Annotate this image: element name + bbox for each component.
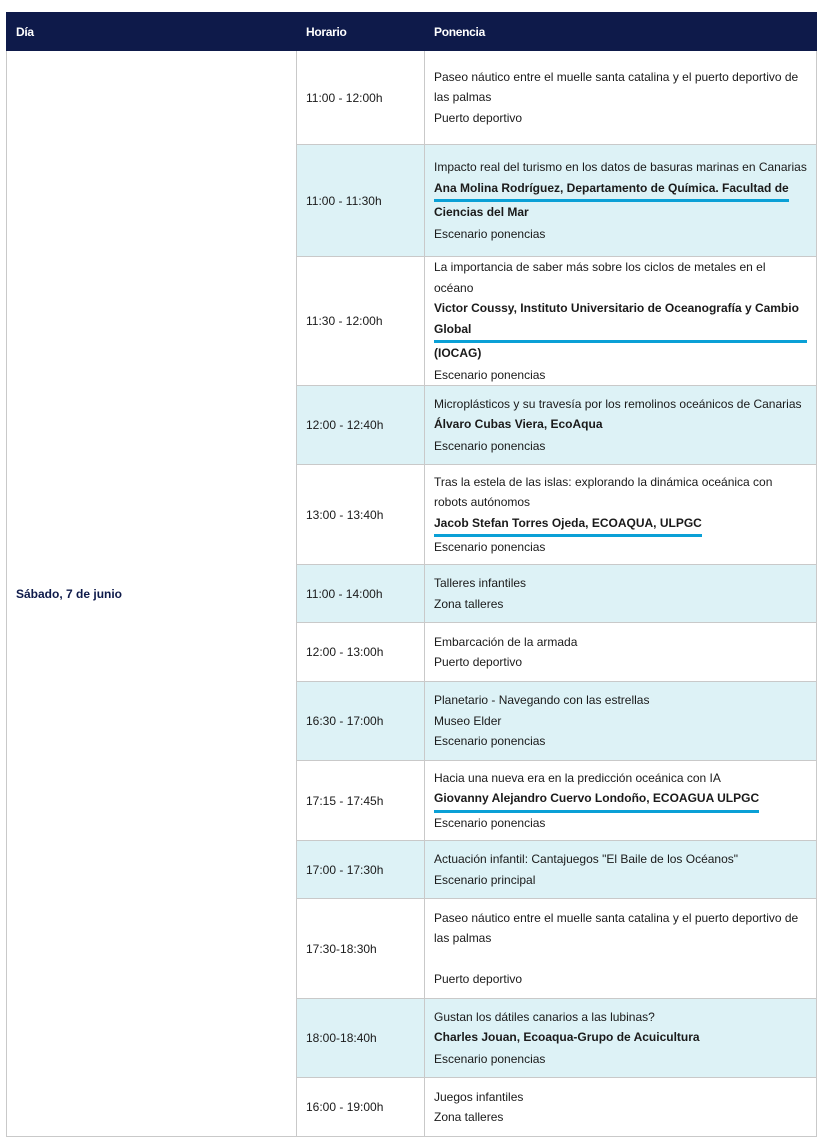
time-cell: 11:00 - 12:00h bbox=[297, 51, 425, 145]
talk-place: Zona talleres bbox=[434, 1110, 504, 1124]
talk-cell bbox=[425, 257, 817, 386]
talk-place: Puerto deportivo bbox=[434, 971, 523, 986]
talk-title: Paseo náutico entre el muelle santa catalina y el puerto deportivo de las palmas bbox=[434, 69, 799, 105]
talk-cell bbox=[425, 565, 817, 623]
talk-title: Hacia una nueva era en la predicción oceánica con IA bbox=[434, 770, 721, 785]
day-cell: Sábado, 7 de junio bbox=[7, 51, 297, 1137]
time-cell: 17:00 - 17:30h bbox=[297, 841, 425, 899]
time-cell: 12:00 - 12:40h bbox=[297, 386, 425, 465]
talk-speaker: Ana Molina Rodríguez, Departamento de Química. Facultad de bbox=[434, 178, 789, 203]
schedule-table bbox=[6, 12, 817, 1137]
spacer bbox=[434, 949, 807, 969]
talk-place: Escenario ponencias bbox=[434, 815, 546, 830]
talk-cell bbox=[425, 386, 817, 465]
table-row bbox=[7, 51, 817, 145]
talk-speaker: Victor Coussy, Instituto Universitario de Oceanografía y Cambio Global bbox=[434, 298, 807, 343]
talk-place: Puerto deportivo bbox=[434, 110, 523, 125]
time-cell: 12:00 - 13:00h bbox=[297, 623, 425, 682]
time-cell: 11:00 - 11:30h bbox=[297, 145, 425, 257]
talk-cell bbox=[425, 1078, 817, 1137]
header-talk: Ponencia bbox=[425, 13, 817, 51]
talk-title: Talleres infantiles bbox=[434, 576, 527, 590]
header-day: Día bbox=[7, 13, 297, 51]
talk-title: Gustan los dátiles canarios a las lubinas? bbox=[434, 1009, 655, 1024]
talk-place: Escenario ponencias bbox=[434, 367, 546, 382]
talk-place: Escenario ponencias bbox=[434, 226, 546, 241]
talk-place: Puerto deportivo bbox=[434, 655, 523, 669]
talk-speaker-cont: Ciencias del Mar bbox=[434, 205, 529, 219]
talk-cell bbox=[425, 841, 817, 899]
talk-title: Embarcación de la armada bbox=[434, 634, 578, 649]
talk-cell bbox=[425, 51, 817, 145]
time-cell: 16:30 - 17:00h bbox=[297, 682, 425, 761]
talk-cell bbox=[425, 761, 817, 841]
talk-title: Paseo náutico entre el muelle santa catalina y el puerto deportivo de las palmas bbox=[434, 910, 799, 946]
time-cell: 17:30-18:30h bbox=[297, 899, 425, 999]
header-row bbox=[7, 13, 817, 51]
talk-title: La importancia de saber más sobre los ciclos de metales en el océano bbox=[434, 260, 766, 295]
talk-title: Planetario - Navegando con las estrellas bbox=[434, 693, 650, 708]
talk-cell bbox=[425, 682, 817, 761]
talk-speaker: Giovanny Alejandro Cuervo Londoño, ECOAGUA ULPGC bbox=[434, 788, 759, 813]
talk-cell bbox=[425, 465, 817, 565]
talk-speaker: Jacob Stefan Torres Ojeda, ECOAQUA, ULPGC bbox=[434, 513, 702, 538]
talk-title: Tras la estela de las islas: explorando la dinámica oceánica con robots autónomos bbox=[434, 474, 773, 509]
talk-title: Impacto real del turismo en los datos de basuras marinas en Canarias bbox=[434, 160, 807, 174]
talk-speaker-cont: (IOCAG) bbox=[434, 346, 482, 360]
time-cell: 17:15 - 17:45h bbox=[297, 761, 425, 841]
talk-venue: Museo Elder bbox=[434, 713, 502, 728]
talk-title: Microplásticos y su travesía por los remolinos oceánicos de Canarias bbox=[434, 396, 802, 411]
talk-title: Actuación infantil: Cantajuegos "El Baile de los Océanos" bbox=[434, 852, 739, 866]
talk-speaker: Álvaro Cubas Viera, EcoAqua bbox=[434, 417, 603, 432]
talk-place: Escenario ponencias bbox=[434, 540, 546, 554]
talk-place: Escenario ponencias bbox=[434, 734, 546, 749]
talk-place: Escenario principal bbox=[434, 872, 536, 887]
talk-place: Escenario ponencias bbox=[434, 1051, 546, 1066]
time-cell: 11:30 - 12:00h bbox=[297, 257, 425, 386]
talk-speaker: Charles Jouan, Ecoaqua-Grupo de Acuicultura bbox=[434, 1030, 700, 1045]
time-cell: 11:00 - 14:00h bbox=[297, 565, 425, 623]
time-cell: 13:00 - 13:40h bbox=[297, 465, 425, 565]
talk-place: Zona talleres bbox=[434, 596, 504, 611]
time-cell: 18:00-18:40h bbox=[297, 999, 425, 1078]
talk-cell bbox=[425, 145, 817, 257]
talk-cell bbox=[425, 899, 817, 999]
talk-cell bbox=[425, 999, 817, 1078]
talk-cell bbox=[425, 623, 817, 682]
time-cell: 16:00 - 19:00h bbox=[297, 1078, 425, 1137]
talk-title: Juegos infantiles bbox=[434, 1089, 524, 1104]
talk-place: Escenario ponencias bbox=[434, 438, 546, 453]
header-time: Horario bbox=[297, 13, 425, 51]
